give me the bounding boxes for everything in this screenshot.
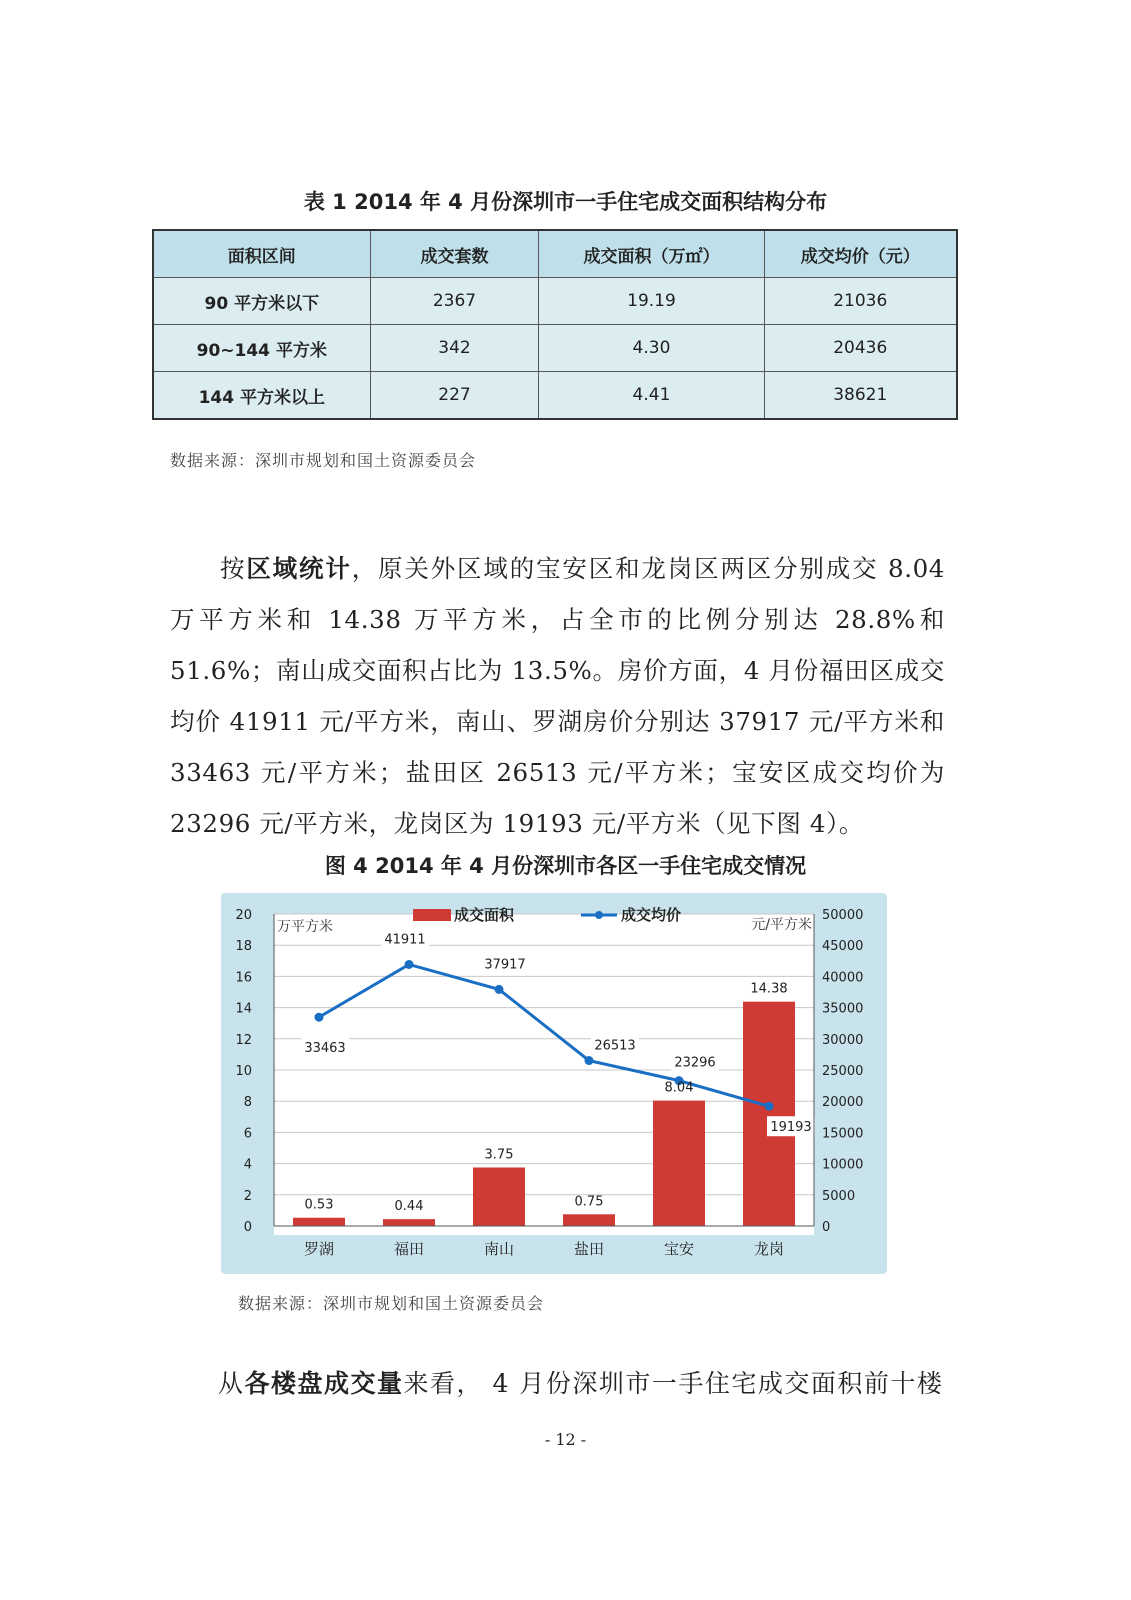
table-header: 成交套数 — [370, 230, 539, 278]
price-point — [405, 960, 414, 969]
y-right-tick-label: 20000 — [822, 1095, 864, 1111]
bottom-lead: 从 — [218, 1369, 245, 1398]
table-cell-range: 90 平方米以下 — [153, 278, 370, 325]
table-row — [153, 278, 957, 325]
table-cell-area: 4.41 — [539, 372, 764, 420]
y-right-tick-label: 50000 — [822, 908, 864, 923]
x-tick-label: 宝安 — [663, 1240, 695, 1258]
district-chart — [221, 893, 887, 1274]
paragraph-lead: 按 — [220, 554, 247, 583]
y-left-tick-label: 2 — [243, 1188, 252, 1204]
y-left-tick-label: 20 — [235, 908, 252, 923]
table-row — [153, 325, 957, 372]
bar-area — [743, 1002, 795, 1226]
paragraph-bold: 区域统计 — [246, 554, 352, 583]
y-left-tick-label: 16 — [235, 970, 252, 986]
x-tick-label: 福田 — [393, 1240, 425, 1258]
y-left-tick-label: 12 — [235, 1032, 252, 1048]
price-data-label: 33463 — [304, 1041, 346, 1057]
table-cell-count: 2367 — [370, 278, 539, 325]
y-right-tick-label: 0 — [822, 1220, 831, 1235]
table-header-row — [153, 230, 957, 278]
price-data-label: 41911 — [384, 932, 426, 948]
chart-frame — [221, 893, 887, 1274]
bar-area — [383, 1219, 435, 1226]
table-cell-range: 144 平方米以上 — [153, 372, 370, 420]
y-left-tick-label: 18 — [235, 939, 252, 955]
body-paragraph — [170, 543, 945, 849]
table-row — [153, 372, 957, 420]
y-left-tick-label: 4 — [243, 1157, 252, 1173]
table-cell-price: 38621 — [764, 372, 957, 420]
y-left-tick-label: 10 — [235, 1064, 252, 1079]
table-title: 表 1 2014 年 4 月份深圳市一手住宅成交面积结构分布 — [303, 190, 828, 214]
table-header: 成交均价（元） — [764, 230, 957, 278]
table-cell-area: 19.19 — [539, 278, 764, 325]
y-right-tick-label: 45000 — [822, 939, 864, 955]
price-data-label: 23296 — [674, 1055, 716, 1071]
plot-area — [274, 914, 814, 1235]
y-right-axis-label: 元/平方米 — [751, 917, 812, 933]
legend-area-label: 成交面积 — [454, 906, 515, 924]
figure-title: 图 4 2014 年 4 月份深圳市各区一手住宅成交情况 — [324, 854, 807, 878]
bar-data-label: 0.44 — [394, 1199, 424, 1215]
price-data-label: 19193 — [770, 1120, 812, 1136]
bottom-bold: 各楼盘成交量 — [244, 1369, 404, 1398]
legend-area-swatch — [413, 909, 451, 921]
y-left-tick-label: 0 — [243, 1220, 252, 1235]
bar-data-label: 14.38 — [750, 981, 788, 997]
bar-area — [653, 1101, 705, 1226]
chart-source: 数据来源：深圳市规划和国土资源委员会 — [238, 1294, 545, 1313]
x-tick-label: 南山 — [483, 1240, 515, 1258]
table-header: 成交面积（万㎡） — [539, 230, 764, 278]
page-number: - 12 - — [544, 1430, 587, 1449]
table-cell-range: 90~144 平方米 — [153, 325, 370, 372]
legend-price-marker — [595, 911, 603, 919]
x-tick-label: 盐田 — [573, 1240, 605, 1258]
price-data-label: 37917 — [484, 957, 526, 973]
table-cell-price: 21036 — [764, 278, 957, 325]
price-point — [585, 1056, 594, 1065]
x-tick-label: 罗湖 — [303, 1240, 335, 1258]
y-right-tick-label: 35000 — [822, 1001, 864, 1017]
y-right-tick-label: 5000 — [822, 1188, 856, 1204]
y-left-tick-label: 6 — [243, 1126, 252, 1142]
bar-data-label: 0.53 — [304, 1197, 334, 1213]
bottom-text: 来看， 4 月份深圳市一手住宅成交面积前十楼 — [403, 1369, 944, 1398]
table-cell-area: 4.30 — [539, 325, 764, 372]
y-right-tick-label: 10000 — [822, 1157, 864, 1173]
price-point — [765, 1102, 774, 1111]
table-source: 数据来源：深圳市规划和国土资源委员会 — [170, 451, 477, 470]
y-right-tick-label: 40000 — [822, 970, 864, 986]
bar-area — [293, 1218, 345, 1226]
bottom-paragraph — [218, 1364, 948, 1400]
bar-data-label: 8.04 — [664, 1080, 694, 1096]
table-cell-count: 342 — [370, 325, 539, 372]
price-point — [315, 1013, 324, 1022]
y-left-tick-label: 8 — [243, 1095, 252, 1111]
table-cell-count: 227 — [370, 372, 539, 420]
legend-price-label: 成交均价 — [621, 906, 682, 924]
area-structure-table — [152, 229, 958, 420]
y-right-tick-label: 30000 — [822, 1032, 864, 1048]
paragraph-text: ，原关外区域的宝安区和龙岗区两区分别成交 8.04 万平方米和 14.38 万平方米，占全市的比例分别达 28.8%和 51.6%；南山成交面积占比为 13.5%。房价方面，4 月份福田区成交均价 41911 元/平方米，南山、罗湖房价分别达 37917 元/平方米和 33463 元/平方米；盐田区 26513 元/平方米；宝安区成交均价为 23296 元/平方米，龙岗区为 19193 元/平方米（见下图 4）。 — [170, 554, 945, 838]
table-cell-price: 20436 — [764, 325, 957, 372]
table-header: 面积区间 — [153, 230, 370, 278]
y-left-tick-label: 14 — [235, 1001, 252, 1017]
y-right-tick-label: 25000 — [822, 1064, 864, 1079]
bar-area — [473, 1168, 525, 1227]
price-point — [495, 985, 504, 994]
price-data-label: 26513 — [594, 1038, 636, 1054]
y-left-axis-label: 万平方米 — [277, 919, 333, 935]
bar-data-label: 0.75 — [574, 1194, 604, 1210]
x-tick-label: 龙岗 — [753, 1240, 785, 1258]
y-right-tick-label: 15000 — [822, 1126, 864, 1142]
bar-area — [563, 1214, 615, 1226]
bar-data-label: 3.75 — [484, 1147, 514, 1163]
